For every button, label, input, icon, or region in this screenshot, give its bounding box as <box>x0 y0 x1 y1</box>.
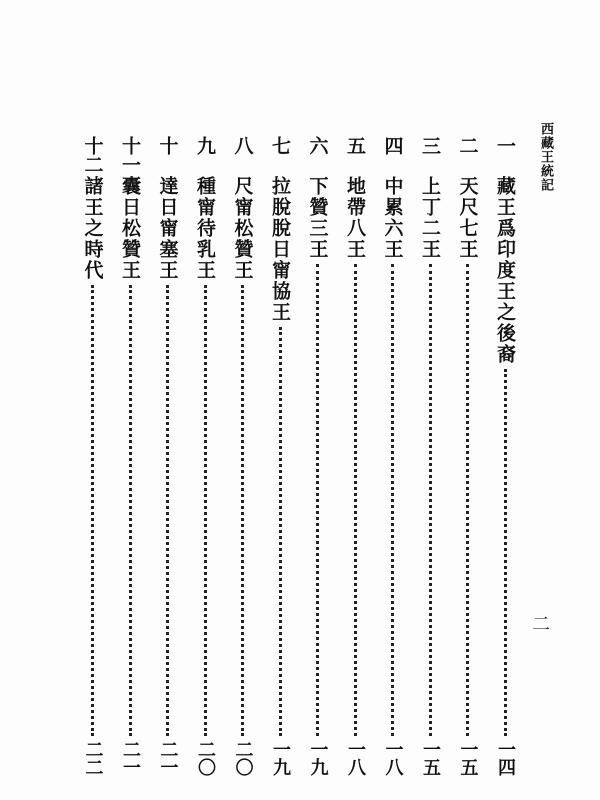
entry-page: 二〇 <box>195 740 216 776</box>
entry-number: 十二 <box>81 136 104 174</box>
entry-number: 一 <box>494 136 516 155</box>
toc-entry <box>305 136 331 776</box>
entry-page: 二一 <box>157 740 179 776</box>
entry-title: 藏王爲印度王之後裔 <box>494 176 516 365</box>
dot-leader <box>129 285 132 736</box>
entry-number: 六 <box>306 136 329 155</box>
dot-leader <box>504 369 507 736</box>
toc-entry <box>155 136 181 776</box>
entry-page: 二二 <box>82 740 104 776</box>
entry-number: 四 <box>381 136 404 155</box>
toc-entry <box>342 136 368 776</box>
entry-title: 中累六王 <box>381 176 404 260</box>
dot-leader <box>91 285 94 736</box>
entry-number: 十一 <box>119 136 141 174</box>
entry-title: 上丁二王 <box>419 176 441 260</box>
entry-page: 一八 <box>345 740 366 776</box>
entry-title: 尺甯松贊王 <box>231 176 254 281</box>
entry-number: 十 <box>156 136 179 155</box>
entry-number: 九 <box>194 136 216 155</box>
dot-leader <box>204 285 207 736</box>
dot-leader <box>429 264 432 736</box>
entry-number: 五 <box>344 136 366 155</box>
dot-leader <box>354 264 357 736</box>
toc-entry <box>80 136 106 776</box>
entry-page: 二一 <box>120 740 141 776</box>
entry-page: 一九 <box>270 740 291 776</box>
dot-leader <box>466 264 469 736</box>
toc-entry <box>117 136 143 776</box>
toc-entry <box>267 136 293 776</box>
entry-number: 七 <box>269 136 291 155</box>
running-header: 西藏王統記 <box>538 122 553 192</box>
entry-title: 拉脫脫日甯協王 <box>269 176 291 323</box>
toc-entry <box>380 136 406 776</box>
entry-page: 一五 <box>457 740 479 776</box>
entry-number: 三 <box>419 136 441 155</box>
entry-page: 一五 <box>420 740 441 776</box>
entry-page: 一八 <box>382 740 404 776</box>
toc-entry <box>417 136 443 776</box>
entry-title: 天尺七王 <box>456 176 479 260</box>
entry-title: 達日甯塞王 <box>156 176 179 281</box>
toc-entry <box>492 136 518 776</box>
entry-title: 諸王之時代 <box>81 176 104 281</box>
dot-leader <box>279 327 282 736</box>
dot-leader <box>241 285 244 736</box>
entry-number: 八 <box>231 136 254 155</box>
dot-leader <box>316 264 319 736</box>
entry-page: 一九 <box>307 740 329 776</box>
entry-title: 種甯待乳王 <box>194 176 216 281</box>
toc-entry <box>455 136 481 776</box>
entry-title: 下贊三王 <box>306 176 329 260</box>
entry-title: 囊日松贊王 <box>119 176 141 281</box>
dot-leader <box>166 285 169 736</box>
entry-page: 一四 <box>495 740 516 776</box>
dot-leader <box>391 264 394 736</box>
entry-number: 二 <box>456 136 479 155</box>
toc-entry <box>192 136 218 776</box>
entry-title: 地帶八王 <box>344 176 366 260</box>
page-number: 二 <box>532 614 550 635</box>
toc-entry <box>230 136 256 776</box>
entry-page: 二〇 <box>232 740 254 776</box>
